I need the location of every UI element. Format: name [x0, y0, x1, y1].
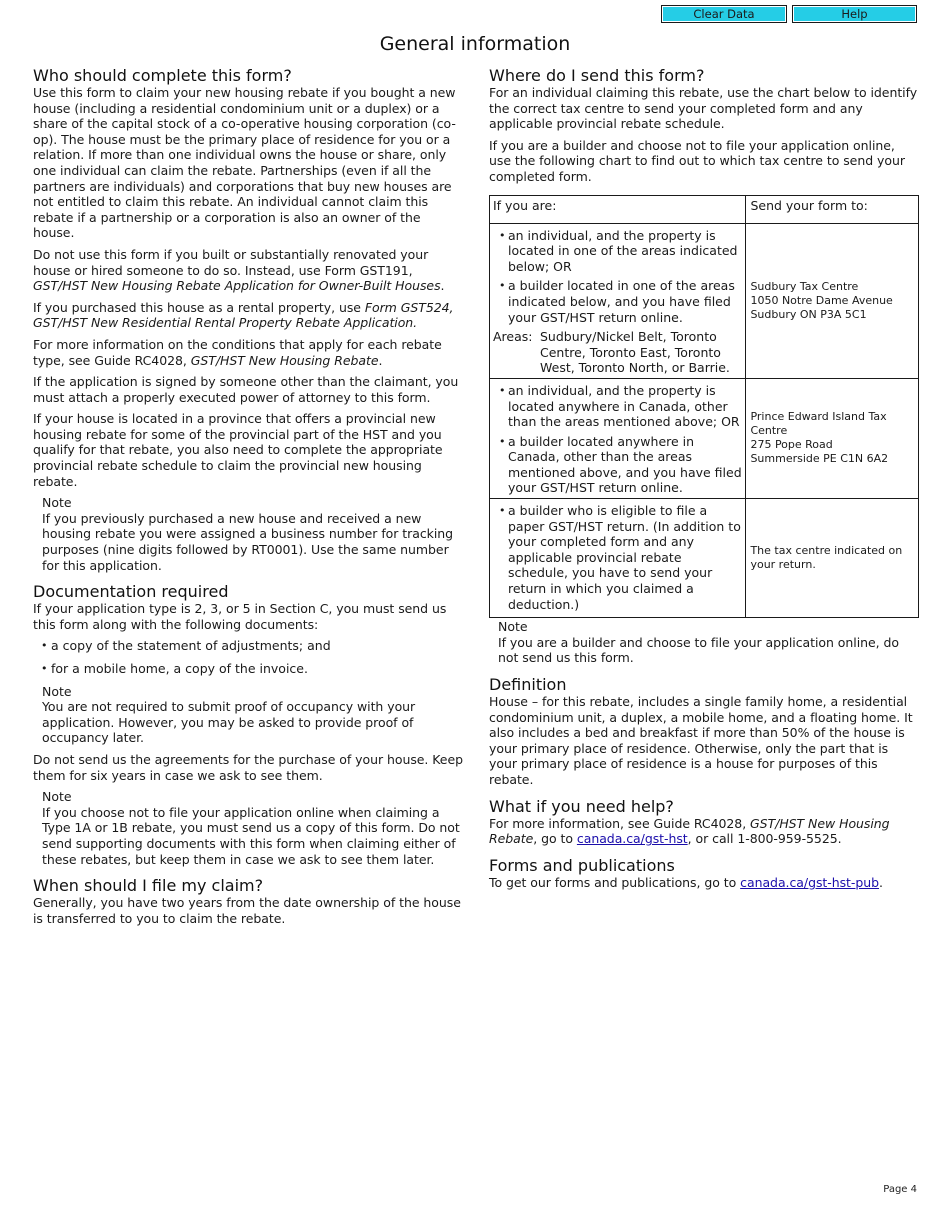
list-item: • a builder located anywhere in Canada, other than the areas mentioned above, and you have filed your GST/HST return online.	[493, 434, 742, 496]
help-heading: What if you need help?	[489, 796, 674, 816]
left-column	[33, 66, 463, 926]
areas	[493, 329, 742, 376]
address-line: Sudbury Tax Centre	[750, 279, 859, 293]
note-text: You are not required to submit proof of occupancy with your application. However, you may be asked to provide proof of occupancy later.	[42, 699, 416, 746]
table-cell	[490, 499, 746, 618]
who-paragraph-5: If the application is signed by someone other than the claimant, you must attach a properly executed power of attorney to this form.	[33, 374, 459, 405]
note-label: Note	[42, 683, 72, 699]
list-item: • for a mobile home, a copy of the invoice.	[33, 661, 463, 677]
forms-paragraph: To get our forms and publications, go to canada.ca/gst-hst-pub.	[489, 874, 883, 890]
table-cell	[490, 223, 746, 378]
gst-hst-link[interactable]: canada.ca/gst-hst	[576, 831, 688, 847]
table-row	[490, 223, 919, 378]
definition-heading: Definition	[489, 675, 567, 694]
table-cell	[746, 499, 919, 618]
address-line: Summerside PE C1N 6A2	[750, 452, 889, 466]
table-cell	[746, 378, 919, 498]
note-text: If you are a builder and choose to file your application online, do not send us this form.	[498, 634, 899, 666]
list-item: • a copy of the statement of adjustments; and	[33, 638, 463, 654]
areas-label: Areas:	[493, 329, 533, 345]
where-paragraph-1: For an individual claiming this rebate, use the chart below to identify the correct tax centre to send your completed form and any applicable provincial rebate schedule.	[489, 85, 918, 132]
help-button[interactable]: Help	[792, 5, 917, 23]
right-column	[489, 66, 919, 890]
address-line: The tax centre indicated on your return.	[750, 544, 903, 572]
where-paragraph-2: If you are a builder and choose not to file your application online, use the following chart to find out to which tax centre to send your completed form.	[489, 137, 905, 184]
clear-data-button[interactable]: Clear Data	[661, 5, 787, 23]
table-row	[490, 378, 919, 498]
address-line: Sudbury ON P3A 5C1	[750, 307, 867, 321]
documentation-paragraph-2: Do not send us the agreements for the purchase of your house. Keep them for six years in case we ask to see them.	[33, 751, 463, 783]
documentation-paragraph-1: If your application type is 2, 3, or 5 in Section C, you must send us this form along with the following documents:	[33, 601, 447, 632]
documentation-list	[33, 638, 463, 676]
address-line: 1050 Notre Dame Avenue	[750, 293, 893, 307]
documentation-note-1	[42, 684, 463, 746]
address-line: 275 Pope Road	[750, 438, 833, 452]
table-header-cell: Send your form to:	[746, 195, 919, 223]
table-header-cell: If you are:	[490, 195, 746, 223]
table-header-row	[490, 195, 919, 223]
page-title: General information	[379, 33, 571, 55]
areas-text: Sudbury/Nickel Belt, Toronto Centre, Toronto East, Toronto West, Toronto North, or Barrie.	[540, 329, 730, 376]
tax-centre-table	[489, 195, 919, 619]
who-paragraph-3: If you purchased this house as a rental property, use Form GST524, GST/HST New Residential Rental Property Rebate Application.	[33, 299, 454, 331]
definition-paragraph: House – for this rebate, includes a single family home, a residential condominium unit, a duplex, a mobile home, and a floating home. It also includes a bed and breakfast if more than 50% of the house is your primary place of residence. Otherwise, only the part that is your primary place of residence is a house for purposes of this rebate.	[489, 694, 913, 787]
note-label: Note	[498, 619, 528, 635]
who-note	[42, 495, 463, 573]
when-heading: When should I file my claim?	[33, 876, 264, 896]
documentation-heading: Documentation required	[33, 582, 229, 602]
who-paragraph-4: For more information on the conditions that apply for each rebate type, see Guide RC4028, GST/HST New Housing Rebate.	[33, 336, 442, 368]
help-paragraph: For more information, see Guide RC4028, GST/HST New Housing Rebate, go to canada.ca/gst-hst, or call 1-800-959-5525.	[489, 815, 890, 847]
note-text: If you choose not to file your application online when claiming a Type 1A or 1B rebate, you must send us a copy of this form. Do not send supporting documents with this form when claiming either of these rebates, but keep them in case we ask to see them later.	[42, 804, 460, 867]
who-paragraph-1: Use this form to claim your new housing rebate if you bought a new house (including a residential condominium unit or a duplex) or a share of the capital stock of a co-operative housing corporation (co-op). The house must be the primary place of residence for you or a relation. If more than one individual owns the house or share, only one individual can claim the rebate. Partnerships (even if all the partners are individuals) and corporations that buy new houses are not entitled to claim this rebate. An individual cannot claim this rebate if a partnership or a corporation is also an owner of the house.	[33, 85, 456, 241]
table-note	[498, 619, 919, 666]
address-line: Prince Edward Island Tax Centre	[750, 410, 887, 438]
documentation-note-2	[42, 789, 463, 867]
forms-heading: Forms and publications	[489, 855, 675, 875]
table-cell	[746, 223, 919, 378]
who-heading: Who should complete this form?	[33, 66, 292, 85]
page-number: Page 4	[883, 1184, 917, 1195]
list-item: • an individual, and the property is located in one of the areas indicated below; OR	[493, 228, 742, 275]
table-row	[490, 499, 919, 618]
note-text: If you previously purchased a new house and received a new housing rebate you were assigned a business number for tracking purposes (nine digits followed by RT0001). Use the same number for this application.	[42, 510, 454, 573]
note-label: Note	[42, 495, 72, 511]
list-item: • a builder located in one of the areas indicated below, and you have filed your GST/HST return online.	[493, 278, 742, 325]
gst-hst-pub-link[interactable]: canada.ca/gst-hst-pub	[740, 874, 880, 890]
list-item: • an individual, and the property is located anywhere in Canada, other than the areas mentioned above; OR	[493, 383, 742, 430]
table-cell	[490, 378, 746, 498]
note-label: Note	[42, 789, 72, 805]
list-item: • a builder who is eligible to file a paper GST/HST return. (In addition to your completed form and any applicable provincial rebate schedule, you have to send your return in which you claimed a deduction.)	[493, 503, 742, 612]
when-paragraph: Generally, you have two years from the date ownership of the house is transferred to you to claim the rebate.	[33, 895, 461, 926]
where-heading: Where do I send this form?	[489, 66, 705, 85]
who-paragraph-6: If your house is located in a province that offers a provincial new housing rebate for some of the provincial part of the HST and you qualify for that rebate, you also need to complete the appropriate provincial rebate schedule to claim the provincial new housing rebate.	[33, 411, 443, 489]
who-paragraph-2: Do not use this form if you built or substantially renovated your house or hired someone to do so. Instead, use Form GST191, GST/HST New Housing Rebate Application for Owner-Built Houses.	[33, 246, 445, 294]
